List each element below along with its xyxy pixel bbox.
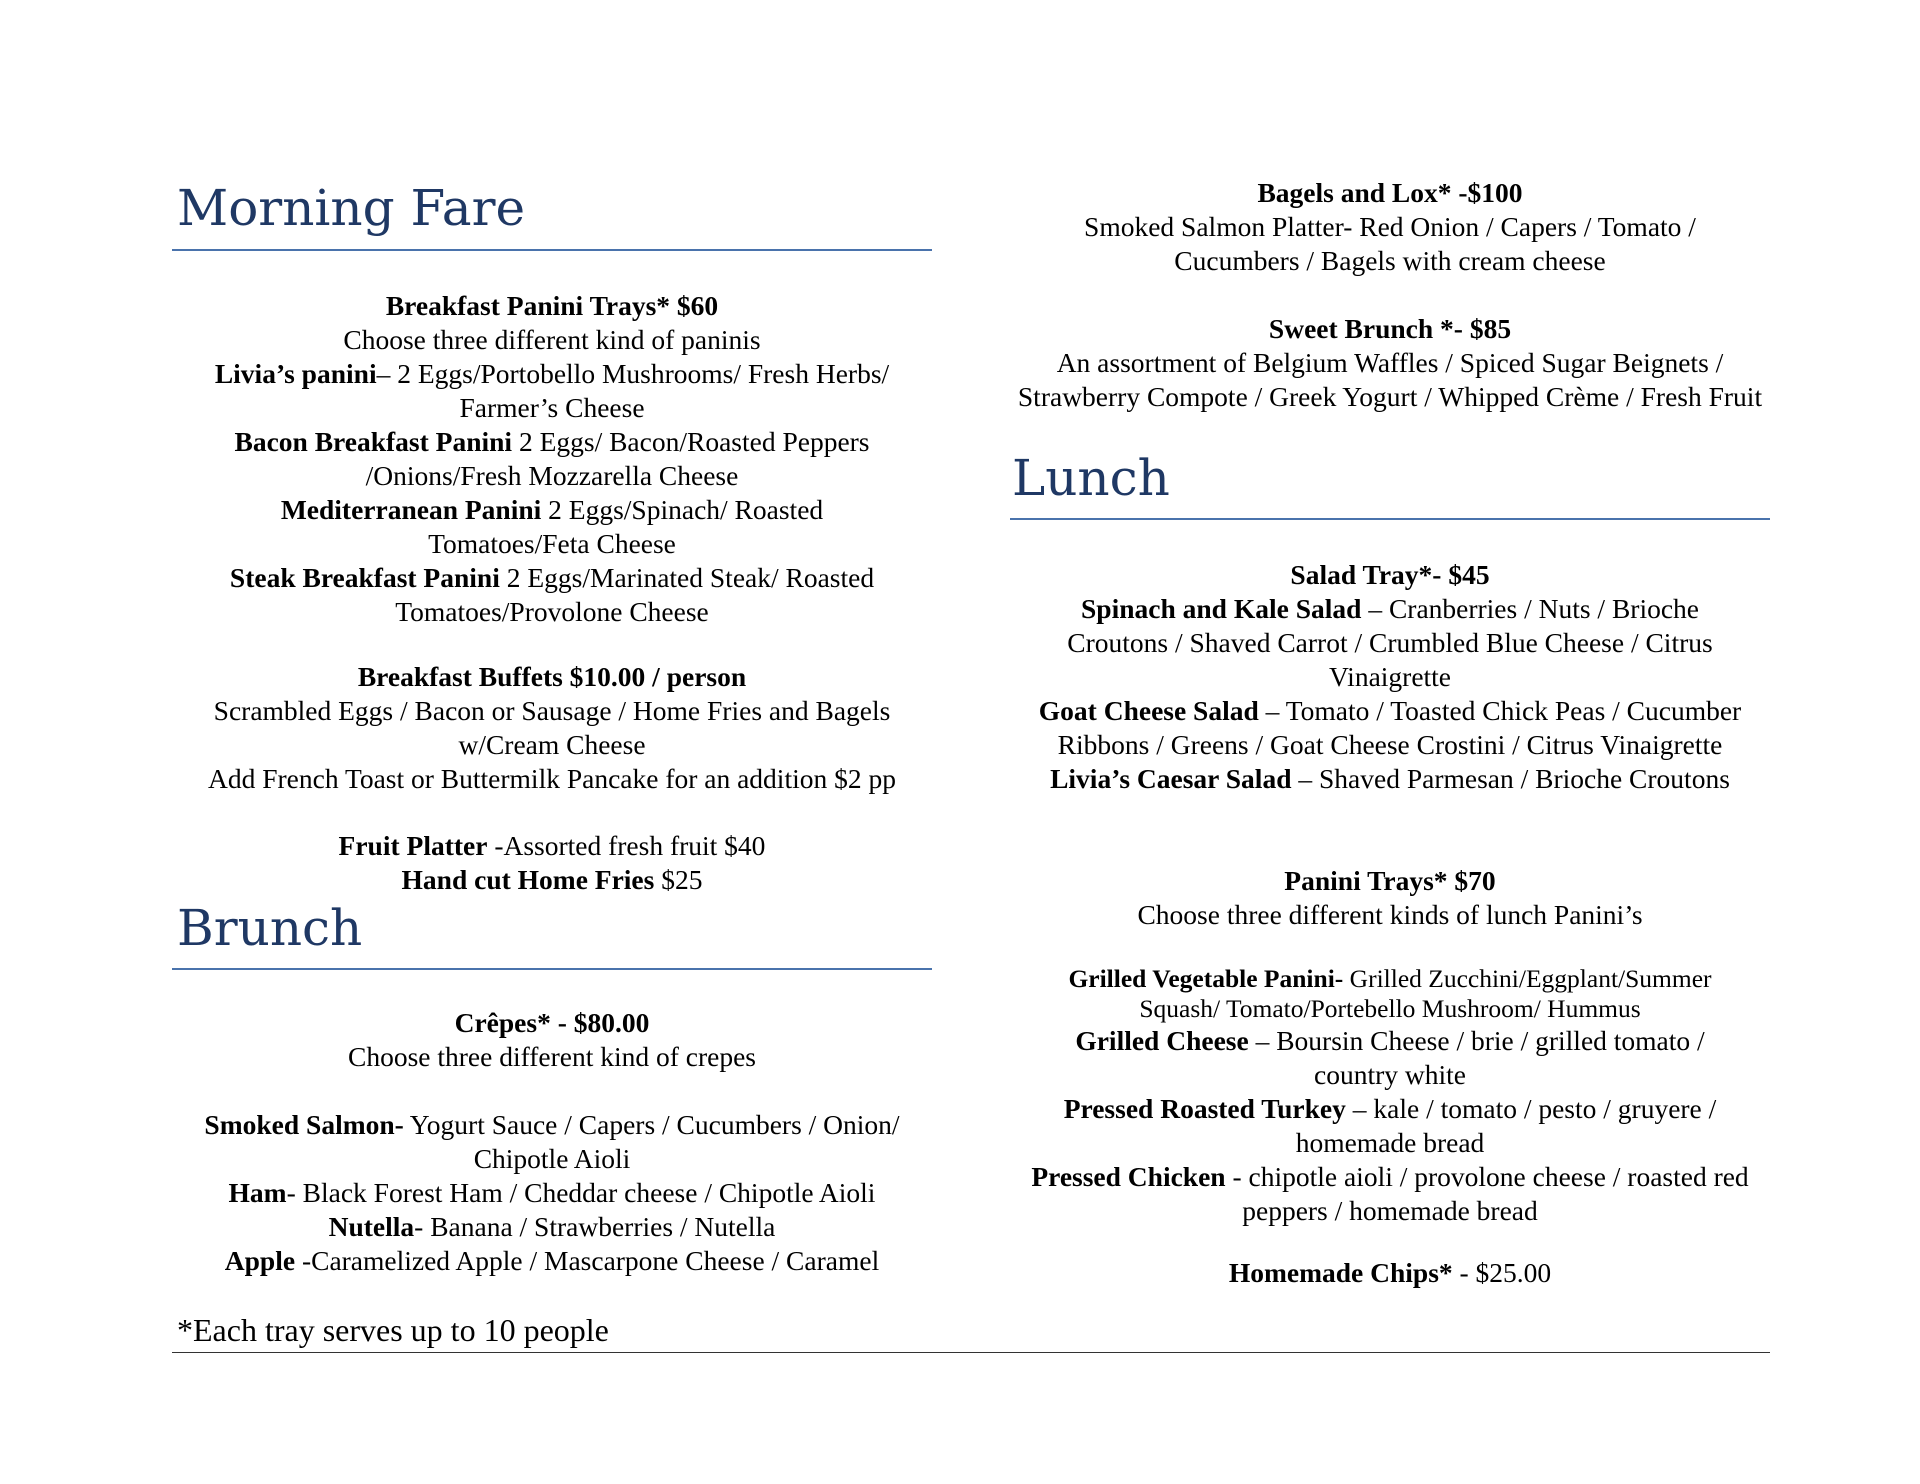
item-desc: $25: [654, 864, 703, 895]
bottom-rule: [172, 1352, 1770, 1353]
item-name: Smoked Salmon-: [204, 1109, 404, 1140]
menu-item: [1010, 964, 1770, 1024]
salad-tray-section: [1010, 558, 1770, 796]
chips-section: [1010, 1256, 1770, 1290]
crepes-title: Crêpes* - $80.00: [454, 1007, 650, 1038]
item-name: Ham: [228, 1177, 287, 1208]
item-name: Livia’s panini: [214, 358, 377, 389]
crepes-subtitle: Choose three different kind of crepes: [347, 1041, 757, 1072]
tray-footnote: *Each tray serves up to 10 people: [177, 1312, 609, 1348]
item-desc: Grilled Zucchini/Eggplant/Summer Squash/ Tomato/Portebello Mushroom/ Hummus: [1139, 964, 1712, 1023]
menu-item: [172, 493, 932, 561]
item-desc: – Tomato / Toasted Chick Peas / Cucumber Ribbons / Greens / Goat Cheese Crostini / Citrus Vinaigrette: [1057, 695, 1742, 760]
item-name: Grilled Vegetable Panini-: [1068, 964, 1344, 993]
menu-item: [172, 561, 932, 629]
brunch-heading: Brunch: [177, 899, 363, 957]
item-name: Spinach and Kale Salad: [1080, 593, 1362, 624]
item-name: Pressed Chicken: [1031, 1161, 1226, 1192]
salad-tray-title: Salad Tray*- $45: [1290, 559, 1490, 590]
item-desc: 2 Eggs/Marinated Steak/ Roasted Tomatoes/Provolone Cheese: [395, 562, 875, 627]
item-desc: - $25.00: [1452, 1257, 1552, 1288]
lunch-panini-subtitle: Choose three different kinds of lunch Panini’s: [1137, 899, 1643, 930]
menu-item: [1010, 694, 1770, 762]
bagels-desc: Smoked Salmon Platter- Red Onion / Capers / Tomato / Cucumbers / Bagels with cream cheese: [1084, 211, 1696, 276]
crepes-section: [172, 1006, 932, 1278]
item-desc: Yogurt Sauce / Capers / Cucumbers / Onion/ Chipotle Aioli: [403, 1109, 900, 1174]
menu-item: [172, 357, 932, 425]
buffet-title: Breakfast Buffets $10.00 / person: [357, 661, 747, 692]
sweet-brunch-desc: An assortment of Belgium Waffles / Spiced Sugar Beignets / Strawberry Compote / Greek Yogurt / Whipped Crème / Fresh Fruit: [1017, 347, 1763, 412]
menu-item: [172, 863, 932, 897]
menu-item: [1010, 1024, 1770, 1092]
sweet-brunch-title: Sweet Brunch *- $85: [1268, 313, 1512, 344]
lunch-panini-title: Panini Trays* $70: [1284, 865, 1496, 896]
menu-item: [172, 1210, 932, 1244]
sides-section: [172, 829, 932, 897]
breakfast-panini-subtitle: Choose three different kind of paninis: [343, 324, 761, 355]
item-desc: - chipotle aioli / provolone cheese / roasted red peppers / homemade bread: [1225, 1161, 1749, 1226]
morning-fare-heading: Morning Fare: [177, 179, 526, 237]
item-desc: – 2 Eggs/Portobello Mushrooms/ Fresh Herbs/ Farmer’s Cheese: [376, 358, 890, 423]
item-name: Steak Breakfast Panini: [229, 562, 500, 593]
menu-item: [1010, 1092, 1770, 1160]
breakfast-panini-title: Breakfast Panini Trays* $60: [385, 290, 719, 321]
menu-item: [172, 829, 932, 863]
sweet-brunch-section: [1010, 312, 1770, 414]
breakfast-panini-section: [172, 289, 932, 629]
item-name: Bacon Breakfast Panini: [234, 426, 513, 457]
item-name: Apple: [224, 1245, 296, 1276]
menu-item: [1010, 1256, 1770, 1290]
menu-item: [1010, 1160, 1770, 1228]
heading-rule: [1010, 518, 1770, 520]
bagels-section: [1010, 176, 1770, 278]
buffet-line-2: Add French Toast or Buttermilk Pancake for an addition $2 pp: [208, 763, 896, 794]
item-desc: 2 Eggs/ Bacon/Roasted Peppers /Onions/Fresh Mozzarella Cheese: [365, 426, 870, 491]
item-name: Pressed Roasted Turkey: [1063, 1093, 1346, 1124]
menu-item: [172, 425, 932, 493]
menu-item: [172, 1244, 932, 1278]
buffet-line-1: Scrambled Eggs / Bacon or Sausage / Home Fries and Bagels w/Cream Cheese: [213, 695, 891, 760]
item-name: Goat Cheese Salad: [1038, 695, 1259, 726]
menu-item: [1010, 762, 1770, 796]
item-name: Mediterranean Panini: [280, 494, 542, 525]
item-desc: - Black Forest Ham / Cheddar cheese / Chipotle Aioli: [286, 1177, 876, 1208]
item-name: Grilled Cheese: [1075, 1025, 1249, 1056]
item-desc: – Shaved Parmesan / Brioche Croutons: [1291, 763, 1730, 794]
heading-rule: [172, 249, 932, 251]
menu-item: [172, 1108, 932, 1176]
item-desc: -Assorted fresh fruit $40: [487, 830, 766, 861]
item-desc: – Boursin Cheese / brie / grilled tomato / country white: [1248, 1025, 1705, 1090]
item-desc: -Caramelized Apple / Mascarpone Cheese / Caramel: [295, 1245, 880, 1276]
item-desc: – Cranberries / Nuts / Brioche Croutons / Shaved Carrot / Crumbled Blue Cheese / Citrus Vinaigrette: [1067, 593, 1713, 692]
breakfast-buffet-section: [172, 660, 932, 796]
item-name: Fruit Platter: [338, 830, 488, 861]
item-desc: - Banana / Strawberries / Nutella: [414, 1211, 776, 1242]
item-name: Livia’s Caesar Salad: [1050, 763, 1292, 794]
lunch-heading: Lunch: [1012, 449, 1170, 507]
lunch-panini-section: [1010, 864, 1770, 1228]
menu-item: [172, 1176, 932, 1210]
item-desc: 2 Eggs/Spinach/ Roasted Tomatoes/Feta Cheese: [428, 494, 824, 559]
item-desc: – kale / tomato / pesto / gruyere / homemade bread: [1295, 1093, 1717, 1158]
item-name: Hand cut Home Fries: [401, 864, 655, 895]
item-name: Nutella: [328, 1211, 415, 1242]
heading-rule: [172, 968, 932, 970]
item-name: Homemade Chips*: [1228, 1257, 1453, 1288]
bagels-title: Bagels and Lox* -$100: [1257, 177, 1523, 208]
menu-item: [1010, 592, 1770, 694]
